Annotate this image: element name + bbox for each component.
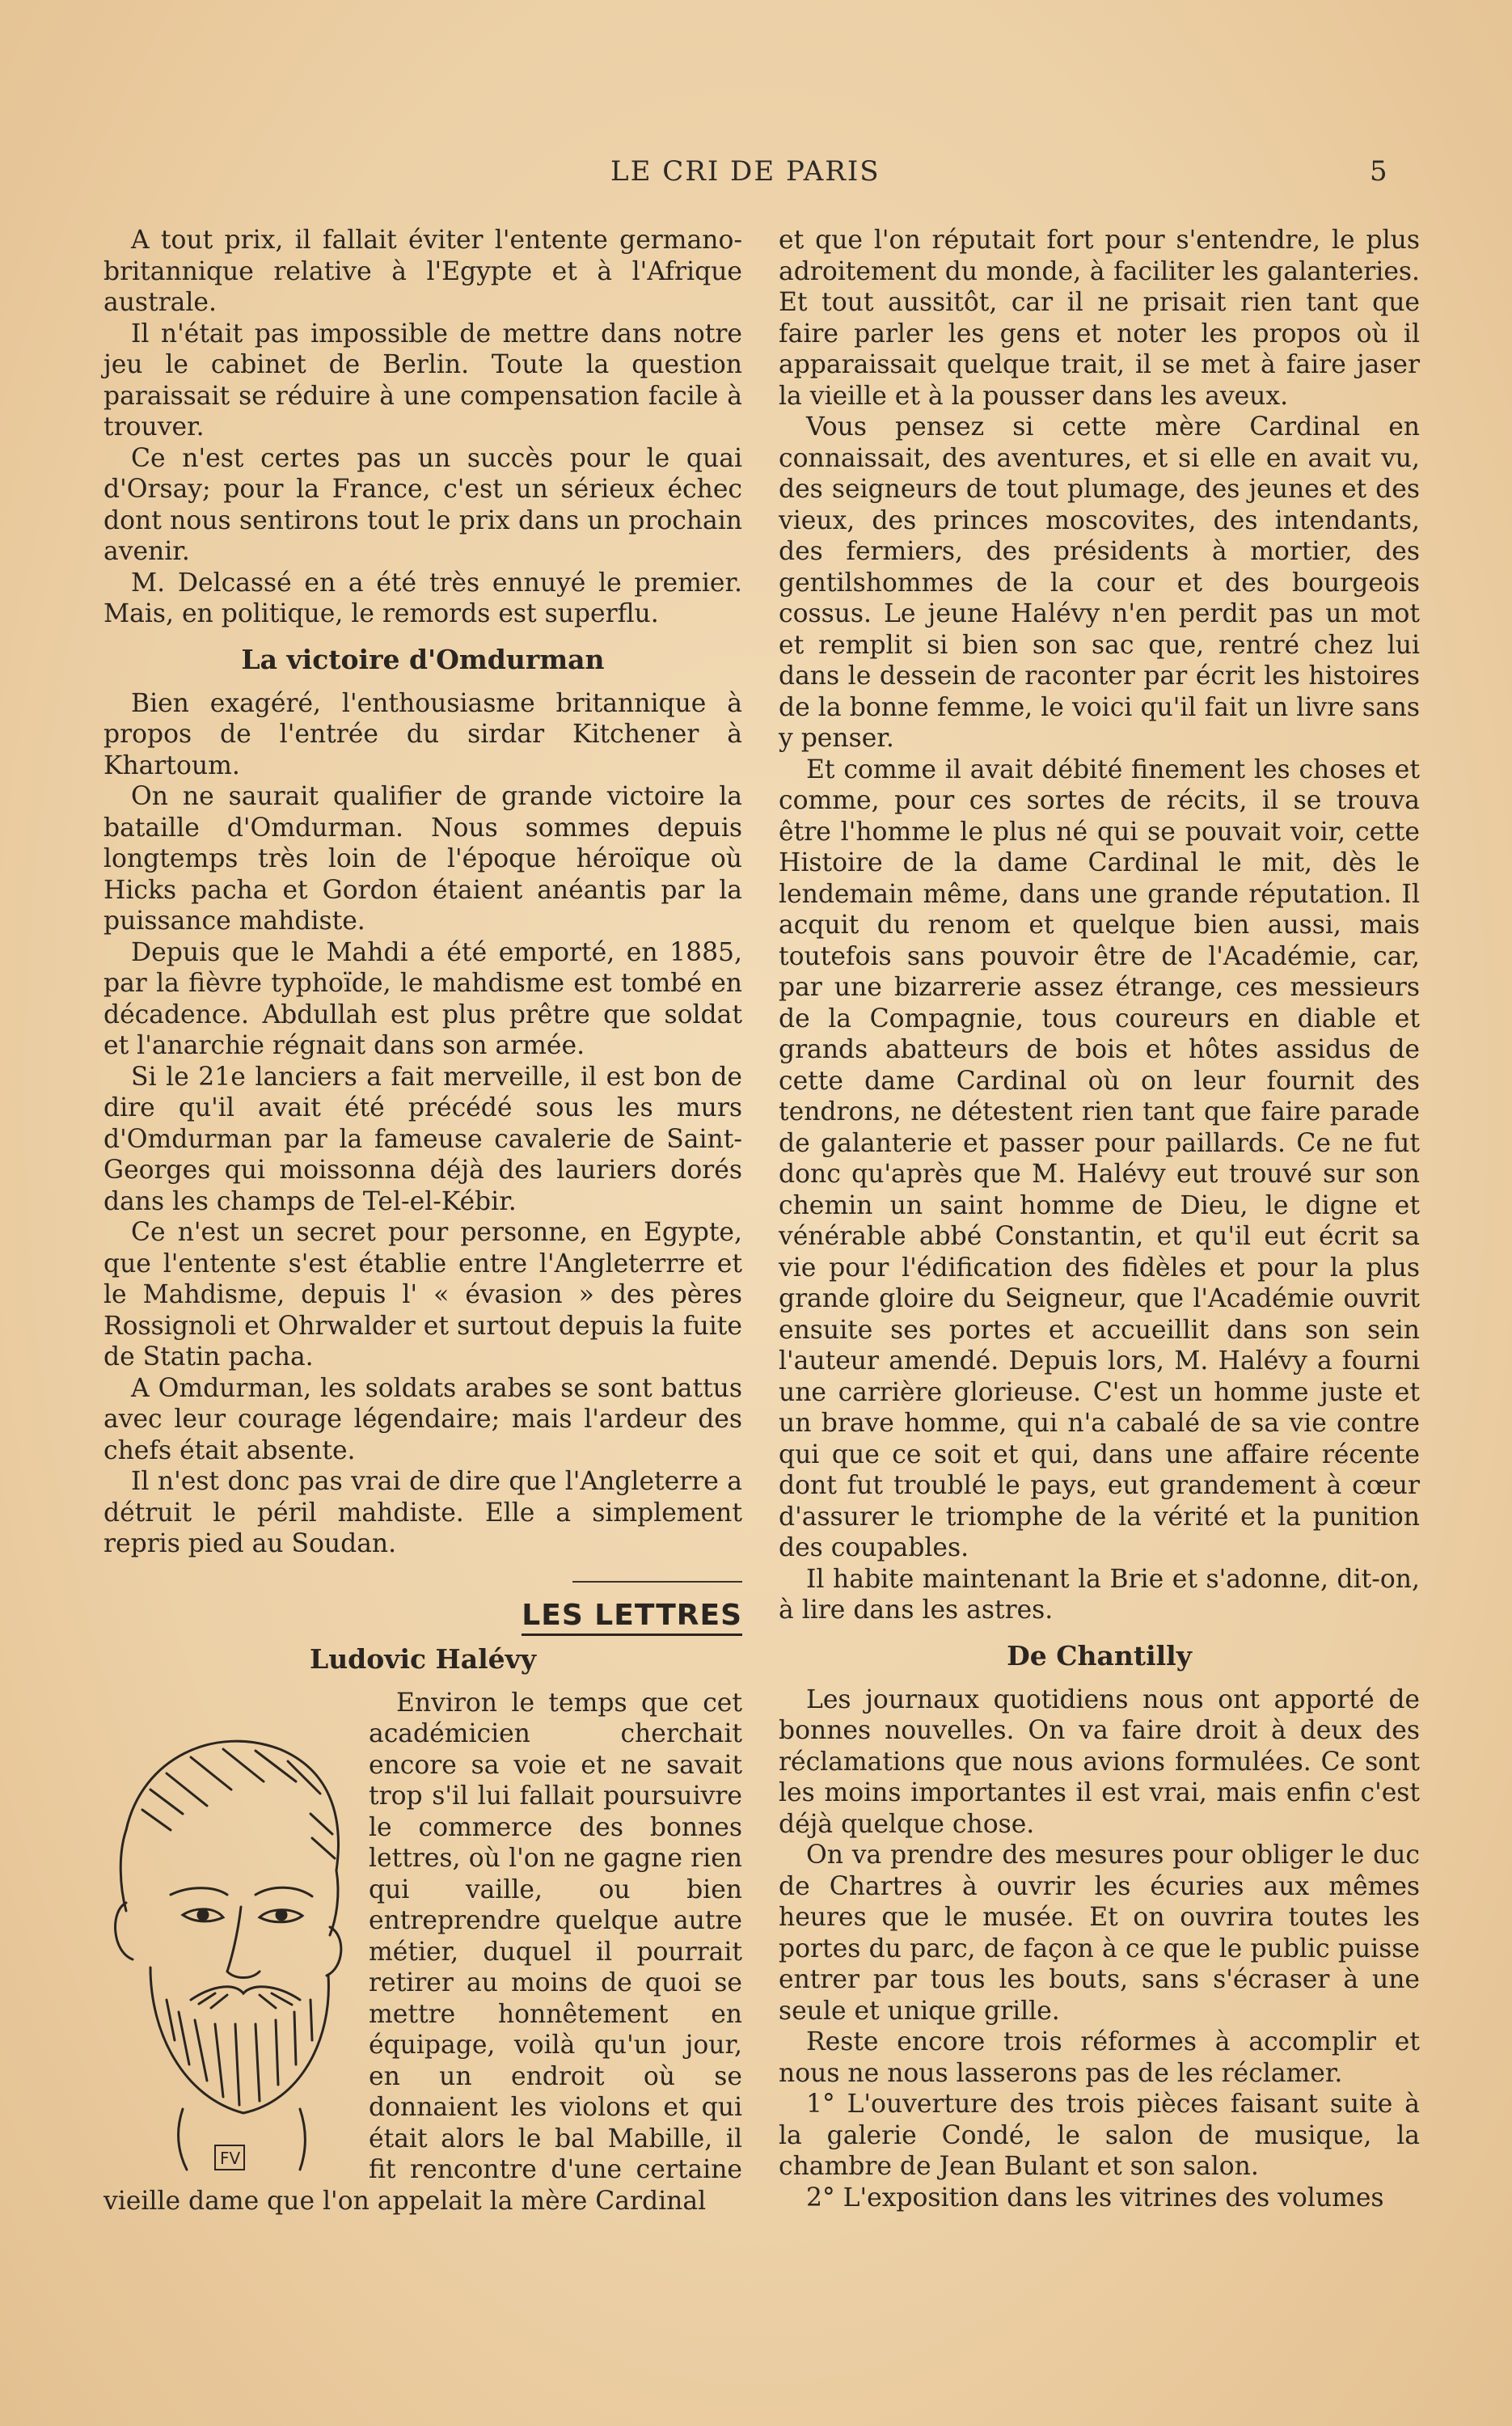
right-column bbox=[779, 225, 1420, 2213]
paragraph: Environ le temps que cet académicien cherchait encore sa voie et ne savait trop s'il lui fallait poursuivre le commerce des bonnes lettres, où l'on ne gagne rien qui vaille, ou bien entreprendre quelque autre métier, duquel il pourrait retirer au moins de quoi se mettre honnêtement en équipage, voilà qu'un jour, en un endroit où se donnaient les violons et qui était alors le bal Mabille, il fit rencontre d'une certaine vieille dame que l'on appelait la mère Cardinal bbox=[103, 1688, 742, 2216]
paragraph: Depuis que le Mahdi a été emporté, en 1885, par la fièvre typhoïde, le mahdisme est tombé en décadence. Abdullah est plus prêtre que soldat et l'anarchie régnait dans son armée. bbox=[103, 937, 742, 1060]
paragraph: A tout prix, il fallait éviter l'entente germano-britannique relative à l'Egypte et à l'Afrique australe. bbox=[103, 226, 742, 317]
paragraph: et que l'on réputait fort pour s'entendre, le plus adroitement du monde, à faciliter les galanteries. Et tout aussitôt, car il ne prisait rien tant que faire parler les gens et noter les propos où il apparaissait quelque trait, il se met à faire jaser la vieille et à la pousser dans les aveux. bbox=[779, 226, 1420, 411]
halevy-portrait-illustration bbox=[94, 1693, 361, 2178]
paragraph: Reste encore trois réformes à accomplir et nous ne nous lasserons pas de les réclamer. bbox=[779, 2027, 1420, 2088]
section-title bbox=[103, 1599, 742, 1633]
page-header bbox=[0, 155, 1512, 196]
paragraph: 1° L'ouverture des trois pièces faisant suite à la galerie Condé, le salon de musique, la chambre de Jean Bulant et son salon. bbox=[779, 2090, 1420, 2181]
paragraph: 2° L'exposition dans les vitrines des volumes bbox=[806, 2183, 1384, 2213]
page-number: 5 bbox=[1370, 155, 1387, 188]
paragraph: Il habite maintenant la Brie et s'adonne, dit-on, à lire dans les astres. bbox=[779, 1564, 1420, 1625]
paragraph: Les journaux quotidiens nous ont apporté de bonnes nouvelles. On va faire droit à deux des réclamations que nous avions formulées. Ce sont les moins importantes il est vrai, mais enfin c'est déjà quelque chose. bbox=[779, 1684, 1420, 1839]
paragraph: Si le 21e lanciers a fait merveille, il est bon de dire qu'il avait été précédé sous les murs d'Omdurman par la fameuse cavalerie de Saint-Georges qui moissonna déjà des lauriers dorés dans les champs de Tel-el-Kébir. bbox=[103, 1062, 742, 1216]
heading-omdurman: La victoire d'Omdurman bbox=[241, 643, 605, 675]
paragraph: M. Delcassé en a été très ennuyé le premier. Mais, en politique, le remords est superflu. bbox=[103, 568, 742, 628]
newspaper-title: LE CRI DE PARIS bbox=[610, 155, 881, 188]
paragraph: Bien exagéré, l'enthousiasme britannique à propos de l'entrée du sirdar Kitchener à Khartoum. bbox=[103, 688, 742, 780]
paragraph: Il n'est donc pas vrai de dire que l'Angleterre a détruit le péril mahdiste. Elle a simplement repris pied au Soudan. bbox=[103, 1467, 742, 1558]
paragraph: Et comme il avait débité finement les choses et comme, pour ces sortes de récits, il se trouva être l'homme le plus né qui se pouvait voir, cette Histoire de la dame Cardinal le mit, dès le lendemain même, dans une grande réputation. Il acquit du renom et quelque bien aussi, mais toutefois sans pouvoir être de l'Académie, car, par une bizarrerie assez étrange, ces messieurs de la Compagnie, tous coureurs en diable et grands abatteurs de bois et hôtes assidus de cette dame Cardinal où on leur fournit des tendrons, ne détestent rien tant que faire parade de galanterie et passer pour paillards. Ce ne fut donc qu'après que M. Halévy eut trouvé sur son chemin un saint homme de Dieu, le digne et vénérable abbé Constantin, et qu'il eut écrit sa vie pour l'édification des fidèles et pour la plus grande gloire du Seigneur, que l'Académie ouvrit ensuite ses portes et accueillit dans son sein l'auteur amendé. Depuis lors, M. Halévy a fourni une carrière glorieuse. C'est un homme juste et un brave homme, qui n'a cabalé de sa vie contre qui que ce soit et qui, dans une affaire récente dont fut troublé le pays, eut grandement à cœur d'assurer le triomphe de la vérité et la punition des coupables. bbox=[779, 754, 1420, 1562]
portrait-sketch bbox=[94, 1693, 361, 2178]
monogram: FV bbox=[220, 2148, 241, 2168]
section-title-text: LES LETTRES bbox=[522, 1599, 742, 1636]
paragraph: Il n'était pas impossible de mettre dans notre jeu le cabinet de Berlin. Toute la question paraissait se réduire à une compensation facile à trouver. bbox=[103, 319, 742, 442]
paragraph: A Omdurman, les soldats arabes se sont battus avec leur courage légendaire; mais l'ardeur des chefs était absente. bbox=[103, 1373, 742, 1465]
heading-halevy: Ludovic Halévy bbox=[309, 1642, 537, 1675]
left-column bbox=[103, 225, 742, 2217]
paragraph: Ce n'est un secret pour personne, en Egypte, que l'entente s'est établie entre l'Angleterrre et le Mahdisme, depuis l' « évasion » des pères Rossignoli et Ohrwalder et surtout depuis la fuite de Statin pacha. bbox=[103, 1218, 742, 1371]
paragraph: Ce n'est certes pas un succès pour le quai d'Orsay; pour la France, c'est un sérieux échec dont nous sentirons tout le prix dans un prochain avenir. bbox=[103, 443, 742, 566]
heading-chantilly: De Chantilly bbox=[1007, 1639, 1192, 1672]
paragraph: On ne saurait qualifier de grande victoire la bataille d'Omdurman. Nous sommes depuis longtemps très loin de l'époque héroïque où Hicks pacha et Gordon étaient anéantis par la puissance mahdiste. bbox=[103, 782, 742, 936]
paragraph: On va prendre des mesures pour obliger le duc de Chartres à ouvrir les écuries aux mêmes heures que le musée. Et on ouvrira toutes les portes du parc, de façon à ce que le public puisse entrer par tous les bouts, sans s'écraser à une seule et unique grille. bbox=[779, 1841, 1420, 2026]
divider-rule bbox=[572, 1581, 742, 1583]
paragraph: Vous pensez si cette mère Cardinal en connaissait, des aventures, et si elle en avait vu, des seigneurs de tout plumage, des jeunes et des vieux, des princes moscovites, des intendants, des fermiers, des présidents à mortier, des gentilshommes de la cour et des bourgeois cossus. Le jeune Halévy n'en perdit pas un mot et remplit si bien son sac que, rentré chez lui dans le dessein de raconter par écrit les histoires de la bonne femme, le voici qu'il fait un livre sans y penser. bbox=[779, 412, 1420, 753]
